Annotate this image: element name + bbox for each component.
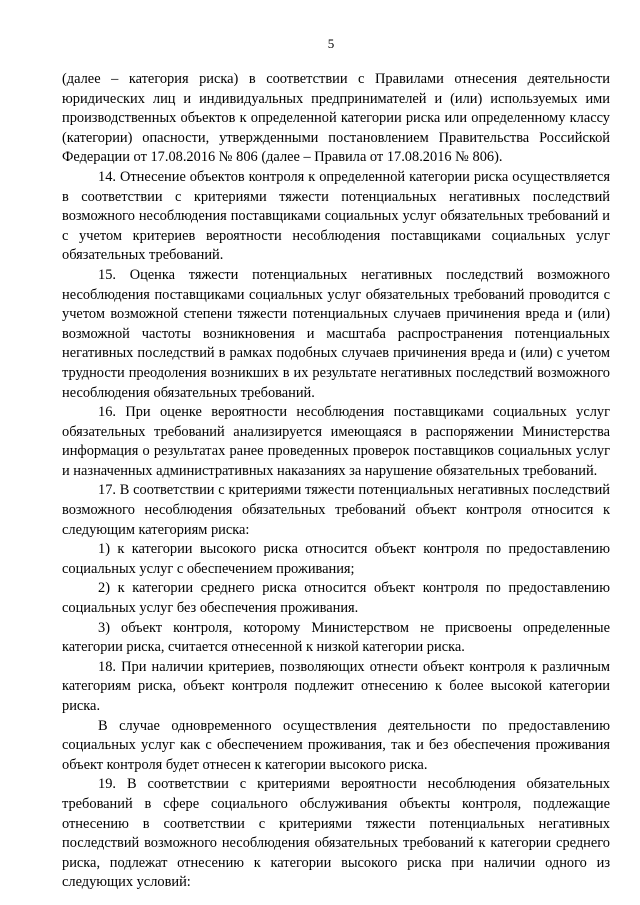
paragraph-17: 17. В соответствии с критериями тяжести потенциальных негативных последствий возможного несоблюдения обязательных требований объект контроля относится к следующим категориям риска: — [62, 482, 610, 538]
document-body — [62, 70, 610, 893]
page-number: 5 — [327, 36, 335, 51]
paragraph-continuation: (далее – категория риска) в соответствии с Правилами отнесения деятельности юридических лиц и индивидуальных предпринимателей и (или) используемых ими производственных объектов к определенной категории риска или определенному классу (категории) опасности, утвержденными постановлением Правительства Российской Федерации от 17.08.2016 № 806 (далее – Правила от 17.08.2016 № 806). — [62, 71, 610, 166]
paragraph-17-item-3: 3) объект контроля, которому Министерством не присвоены определенные категории риска, считается отнесенной к низкой категории риска. — [62, 619, 610, 656]
paragraph-15: 15. Оценка тяжести потенциальных негативных последствий возможного несоблюдения поставщиками социальных услуг обязательных требований проводится с учетом возможной степени тяжести потенциальных случаев причинения вреда и (или) возможной частоты возникновения и масштаба распространения потенциальных негативных последствий в рамках подобных случаев причинения вреда и (или) с учетом трудности преодоления возникших в их результате негативных последствий возможного несоблюдения обязательных требований. — [62, 266, 610, 401]
paragraph-17-item-2: 2) к категории среднего риска относится объект контроля по предоставлению социальных услуг без обеспечения проживания. — [62, 580, 610, 617]
paragraph-14: 14. Отнесение объектов контроля к определенной категории риска осуществляется в соответствии с критериями тяжести потенциальных негативных последствий возможного несоблюдения поставщиками социальных услуг обязательных требований и с учетом критериев вероятности несоблюдения поставщиками социальных услуг обязательных требований. — [62, 168, 610, 264]
paragraph-19: 19. В соответствии с критериями вероятности несоблюдения обязательных требований в сфере социального обслуживания объекты контроля, подлежащие отнесению в соответствии с критериями тяжести потенциальных негативных последствий возможного несоблюдения обязательных требований к категории среднего риска, подлежат отнесению к категории высокого риска при наличии одного из следующих условий: — [62, 776, 610, 891]
paragraph-16: 16. При оценке вероятности несоблюдения поставщиками социальных услуг обязательных требований анализируется имеющаяся в распоряжении Министерства информация о результатах ранее проведенных проверок поставщиков социальных услуг и назначенных административных наказаниях за нарушение обязательных требований. — [62, 404, 610, 479]
paragraph-18-note: В случае одновременного осуществления деятельности по предоставлению социальных услуг как с обеспечением проживания, так и без обеспечения проживания объект контроля будет отнесен к категории высокого риска. — [62, 717, 610, 773]
paragraph-17-item-1: 1) к категории высокого риска относится объект контроля по предоставлению социальных услуг с обеспечением проживания; — [62, 541, 610, 577]
paragraph-18: 18. При наличии критериев, позволяющих отнести объект контроля к различным категориям риска, объект контроля подлежит отнесению к более высокой категории риска. — [62, 658, 610, 714]
